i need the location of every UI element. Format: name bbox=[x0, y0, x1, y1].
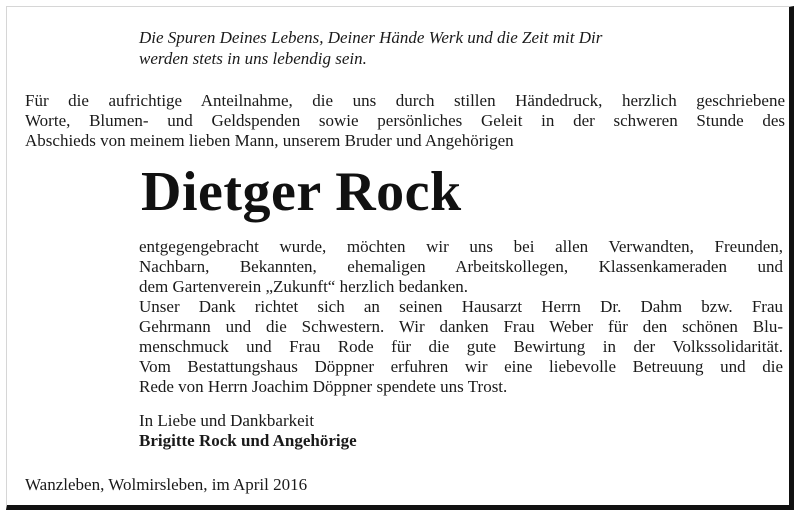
thanks-paragraph bbox=[139, 237, 783, 397]
deceased-name: Dietger Rock bbox=[141, 161, 462, 223]
intro-line: Abschieds von meinem lieben Mann, unserem Bruder und Angehörigen bbox=[25, 131, 514, 150]
motto-line: Die Spuren Deines Lebens, Deiner Hände Werk und die Zeit mit Dir bbox=[139, 28, 603, 47]
motto-quote bbox=[139, 27, 739, 69]
closing-block bbox=[139, 411, 357, 451]
motto-line: werden stets in uns lebendig sein. bbox=[139, 49, 367, 68]
body-line: Vom Bestattungshaus Döppner erfuhren wir eine liebevolle Betreuung und die bbox=[139, 357, 783, 376]
body-line: Unser Dank richtet sich an seinen Hausarzt Herrn Dr. Dahm bzw. Frau bbox=[139, 297, 783, 316]
intro-line: Worte, Blumen- und Geldspenden sowie persönliches Geleit in der schweren Stunde des bbox=[25, 111, 785, 130]
body-line: Rede von Herrn Joachim Döppner spendete uns Trost. bbox=[139, 377, 508, 396]
body-line: dem Gartenverein „Zukunft“ herzlich bedanken. bbox=[139, 277, 468, 296]
intro-paragraph bbox=[25, 91, 785, 151]
intro-line: Für die aufrichtige Anteilnahme, die uns durch stillen Händedruck, herzlich geschriebene bbox=[25, 91, 785, 110]
signers: Brigitte Rock und Angehörige bbox=[139, 431, 357, 450]
obituary-notice bbox=[6, 6, 794, 510]
body-line: Nachbarn, Bekannten, ehemaligen Arbeitskollegen, Klassenkameraden und bbox=[139, 257, 783, 276]
body-line: menschmuck und Frau Rode für die gute Bewirtung in der Volkssolidarität. bbox=[139, 337, 783, 356]
body-line: entgegengebracht wurde, möchten wir uns bei allen Verwandten, Freunden, bbox=[139, 237, 783, 256]
place-and-date bbox=[25, 475, 307, 495]
place-date-text: Wanzleben, Wolmirsleben, im April 2016 bbox=[25, 475, 308, 494]
closing-greeting: In Liebe und Dankbarkeit bbox=[139, 411, 315, 430]
body-line: Gehrmann und die Schwestern. Wir danken Frau Weber für den schönen Blu- bbox=[139, 317, 783, 336]
